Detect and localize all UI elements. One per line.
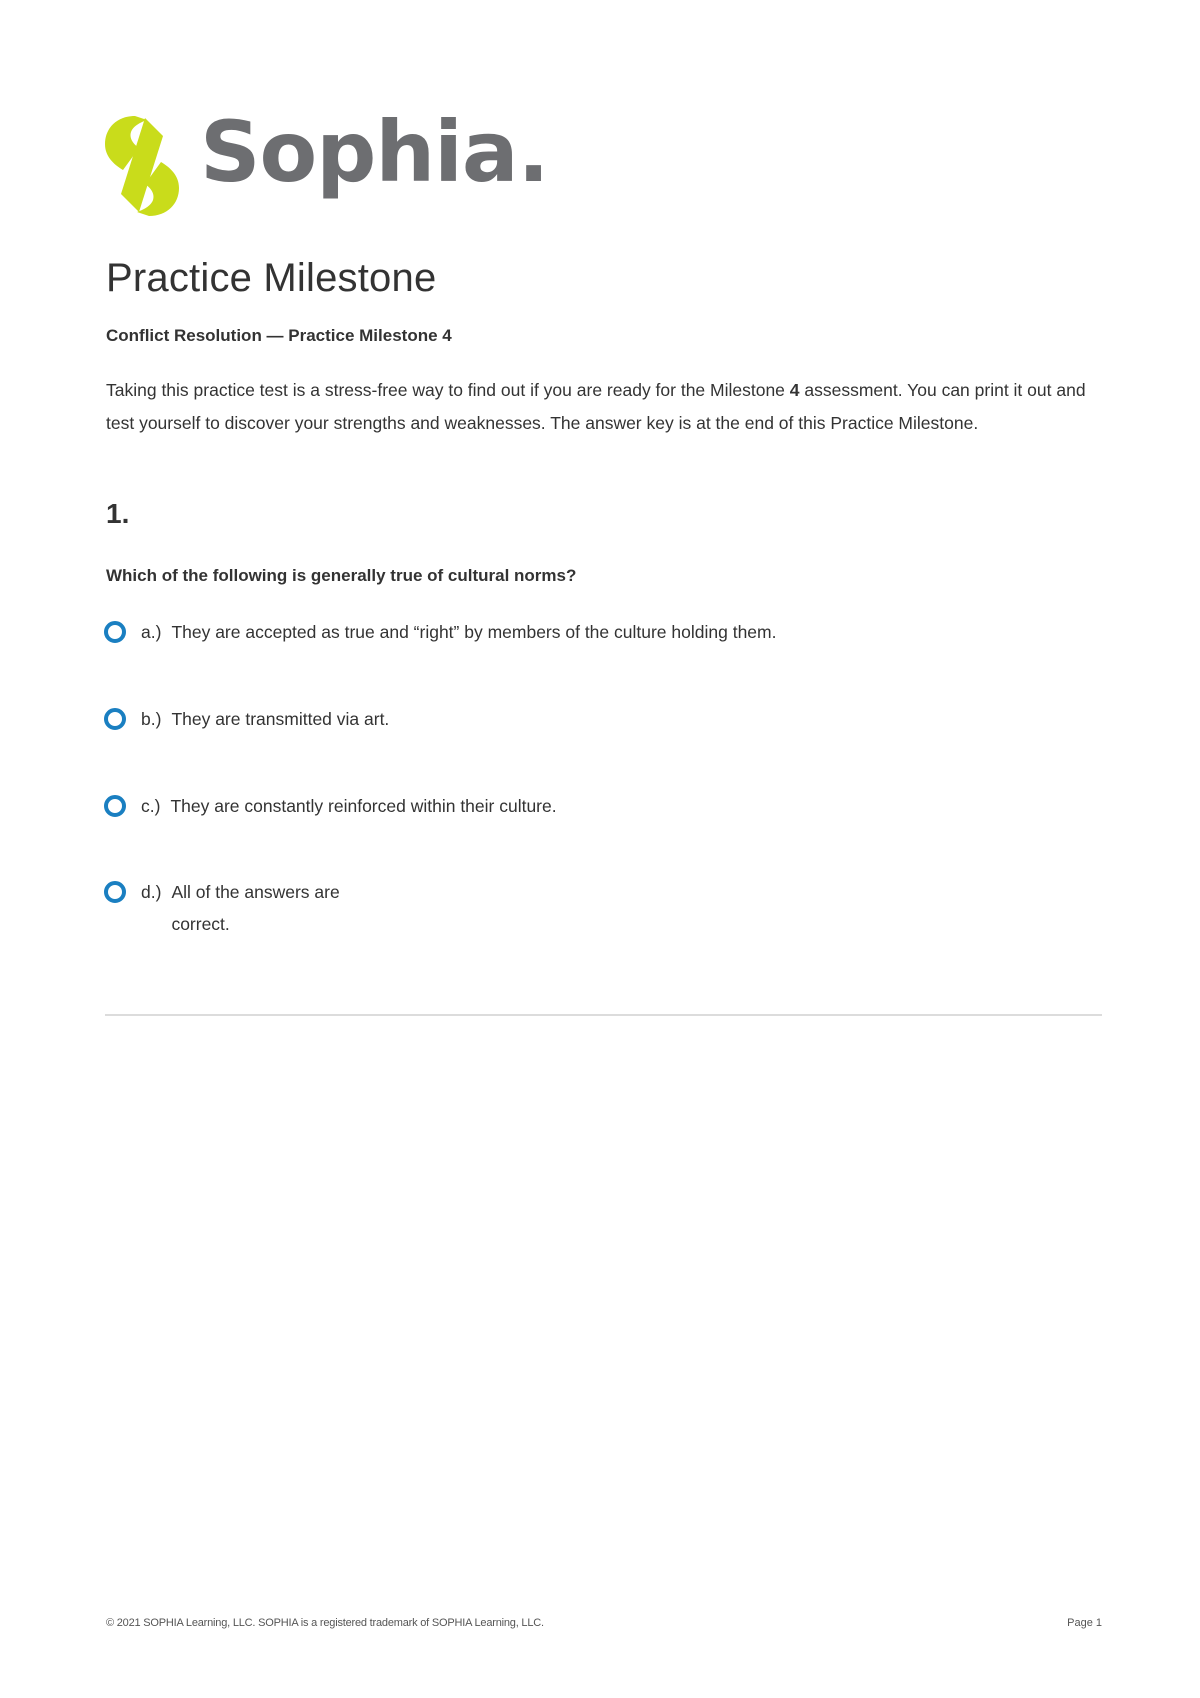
radio-icon[interactable]	[104, 708, 126, 730]
sophia-mark-icon	[105, 114, 179, 218]
answer-option-a[interactable]	[104, 616, 904, 648]
question-number: 1.	[106, 498, 130, 529]
answer-option-d[interactable]	[104, 876, 904, 940]
option-letter: a.)	[141, 622, 162, 642]
milestone-subtitle: Conflict Resolution — Practice Milestone 4	[106, 326, 452, 345]
answer-option-b[interactable]	[104, 703, 904, 735]
option-letter: d.)	[141, 882, 162, 902]
footer-copyright: © 2021 SOPHIA Learning, LLC. SOPHIA is a registered trademark of SOPHIA Learning, LLC.	[106, 1617, 544, 1629]
intro-paragraph: Taking this practice test is a stress-free way to find out if you are ready for the Milestone 4 assessment. You can print it out and test yourself to discover your strengths and weaknesses. The answer key is at the end of this Practice Milestone.	[106, 380, 1086, 433]
question-text: Which of the following is generally true of cultural norms?	[106, 566, 577, 585]
answer-option-c[interactable]	[104, 790, 904, 822]
option-text: They are constantly reinforced within their culture.	[170, 796, 557, 816]
option-letter: c.)	[141, 796, 161, 816]
radio-icon[interactable]	[104, 795, 126, 817]
option-text: All of the answers are correct.	[171, 882, 340, 934]
section-divider	[105, 1014, 1102, 1016]
page-title: Practice Milestone	[106, 256, 437, 300]
footer-page-number: Page 1	[1067, 1617, 1102, 1629]
sophia-wordmark: Sophia.	[200, 103, 549, 201]
radio-icon[interactable]	[104, 621, 126, 643]
option-text: They are transmitted via art.	[171, 709, 390, 729]
radio-icon[interactable]	[104, 881, 126, 903]
option-letter: b.)	[141, 709, 162, 729]
option-text: They are accepted as true and “right” by members of the culture holding them.	[171, 622, 777, 642]
sophia-logo	[105, 103, 549, 219]
